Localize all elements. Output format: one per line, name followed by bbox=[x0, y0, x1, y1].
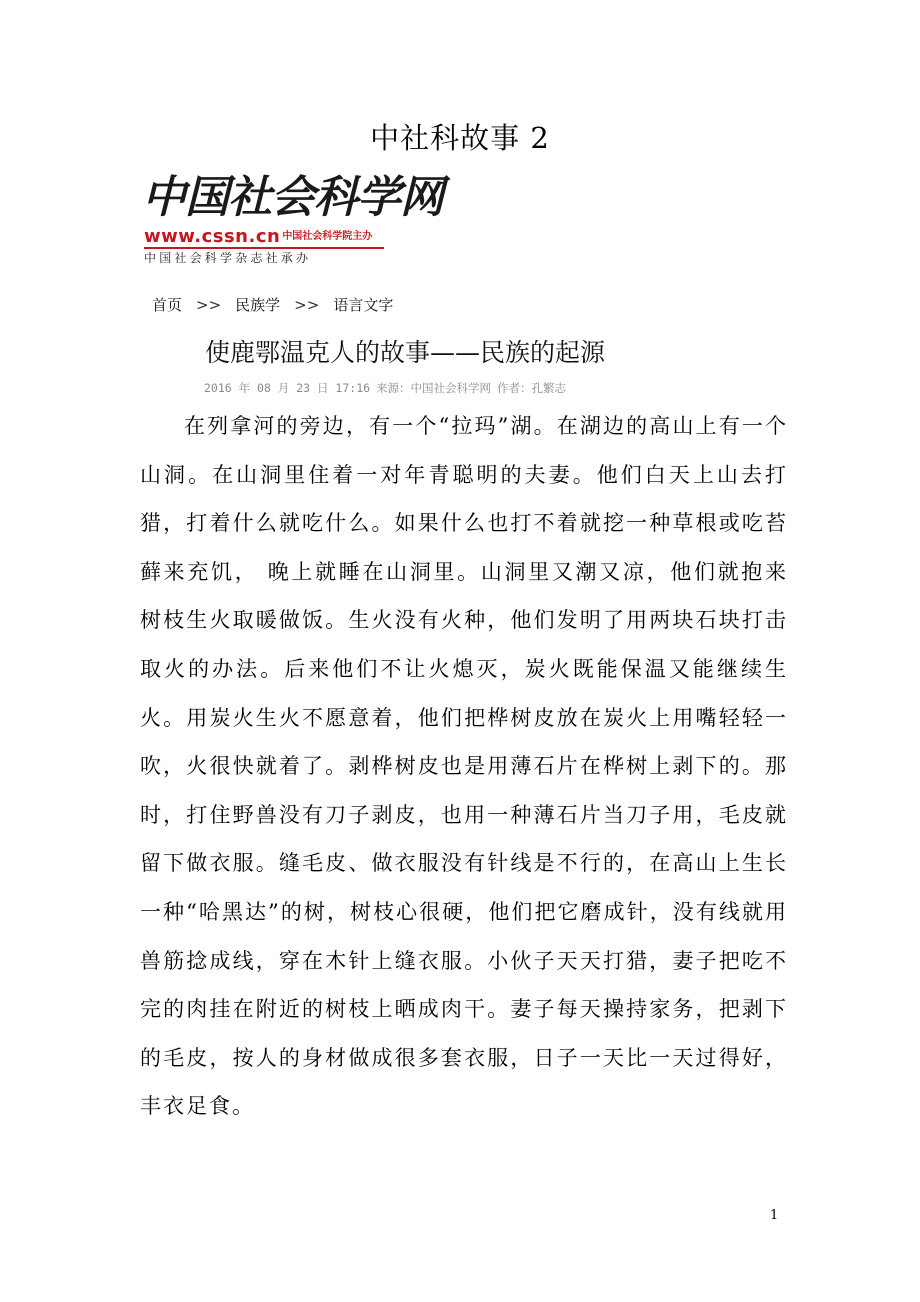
breadcrumb-separator: >> bbox=[294, 296, 320, 314]
article-author: 作者：孔繁志 bbox=[497, 381, 567, 395]
breadcrumb-home[interactable]: 首页 bbox=[152, 296, 183, 314]
article-source: 来源：中国社会科学网 bbox=[376, 381, 492, 395]
page-number: 1 bbox=[770, 1208, 779, 1223]
article-title: 使鹿鄂温克人的故事——民族的起源 bbox=[205, 338, 606, 367]
breadcrumb-linguistics[interactable]: 语言文字 bbox=[333, 296, 394, 314]
breadcrumb-ethnology[interactable]: 民族学 bbox=[235, 296, 281, 314]
logo-divider bbox=[144, 247, 384, 249]
logo-host: 中国社会科学院主办 bbox=[282, 231, 373, 242]
logo-publisher: 中国社会科学杂志社承办 bbox=[144, 251, 312, 265]
article-meta bbox=[204, 379, 572, 397]
document-title: 中社科故事 2 bbox=[370, 121, 550, 155]
logo-url: www.cssn.cn bbox=[144, 226, 281, 247]
breadcrumb bbox=[152, 294, 393, 316]
article-date: 2016 年 08 月 23 日 17:16 bbox=[204, 381, 371, 395]
cssn-logo[interactable] bbox=[142, 170, 443, 270]
logo-url-row bbox=[144, 228, 372, 246]
article-body: 在列拿河的旁边，有一个“拉玛”湖。在湖边的高山上有一个山洞。在山洞里住着一对年青聪明的夫妻。他们白天上山去打猎，打着什么就吃什么。如果什么也打不着就挖一种草根或吃苔藓来充饥， 晚上就睡在山洞里。山洞里又潮又凉，他们就抱来树枝生火取暖做饭。生火没有火种，他们发明了用两块石块打击取火的办法。后来他们不让火熄灭，炭火既能保温又能继续生火。用炭火生火不愿意着，他们把桦树皮放在炭火上用嘴轻轻一吹，火很快就着了。剥桦树皮也是用薄石片在桦树上剥下的。那时，打住野兽没有刀子剥皮，也用一种薄石片当刀子用，毛皮就留下做衣服。缝毛皮、做衣服没有针线是不行的，在高山上生长一种“哈黑达”的树，树枝心很硬，他们把它磨成针，没有线就用兽筋捻成线，穿在木针上缝衣服。小伙子天天打猎，妻子把吃不完的肉挂在附近的树枝上晒成肉干。妻子每天操持家务，把剥下的毛皮，按人的身材做成很多套衣服，日子一天比一天过得好，丰衣足食。 bbox=[140, 414, 788, 1119]
logo-wordmark: 中国社会科学网 bbox=[142, 172, 443, 223]
breadcrumb-separator: >> bbox=[196, 296, 222, 314]
